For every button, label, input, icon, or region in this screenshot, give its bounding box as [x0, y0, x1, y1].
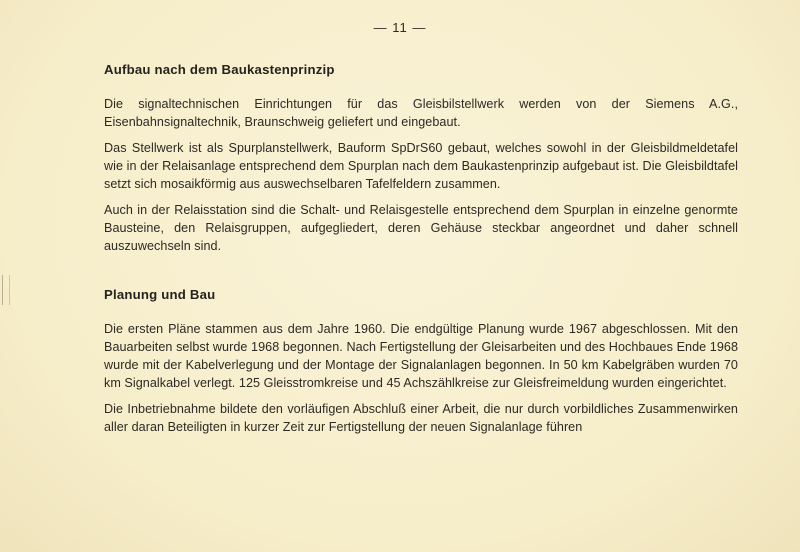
paragraph: Das Stellwerk ist als Spurplanstellwerk, Bauform SpDrS60 gebaut, welches sowohl in der Gleisbildmeldetafel wie in der Relaisanlage entsprechend dem Spurplan nach dem Baukastenprinzip aufgebaut ist. Die Gleisbildtafel setzt sich mosaikförmig aus auswechselbaren Tafelfeldern zusammen. [104, 141, 738, 191]
page-number: — 11 — [373, 20, 427, 35]
section-heading-aufbau: Aufbau nach dem Baukastenprinzip [104, 62, 335, 77]
paragraph: Die ersten Pläne stammen aus dem Jahre 1960. Die endgültige Planung wurde 1967 abgeschlossen. Mit den Bauarbeiten selbst wurde 1968 begonnen. Nach Fertigstellung der Gleisarbeiten und des Hochbaues Ende 1968 wurde mit der Kabelverlegung und der Montage der Signalanlagen begonnen. In 50 km Kabelgräben wurden 70 km Signalkabel verlegt. 125 Gleisstromkreise und 45 Achszählkreise zur Gleisfreimeldung wurden eingerichtet. [104, 322, 738, 390]
paragraph: Die Inbetriebnahme bildete den vorläufigen Abschluß einer Arbeit, die nur durch vorbildliches Zusammenwirken aller daran Beteiligten in kurzer Zeit zur Fertigstellung der neuen Signalanlage führen [104, 402, 738, 434]
page-content [104, 62, 738, 436]
paragraph: Die signaltechnischen Einrichtungen für das Gleisbilstellwerk werden von der Siemens A.G., Eisenbahnsignaltechnik, Braunschweig geliefert und eingebaut. [104, 97, 738, 129]
paragraph: Auch in der Relaisstation sind die Schalt- und Relaisgestelle entsprechend dem Spurplan in einzelne genormte Bausteine, den Relaisgruppen, aufgegliedert, deren Gehäuse steckbar angeordnet und daher schnell auszuwechseln sind. [104, 203, 738, 253]
binding-mark [2, 275, 10, 305]
section-heading-planung: Planung und Bau [104, 287, 216, 302]
